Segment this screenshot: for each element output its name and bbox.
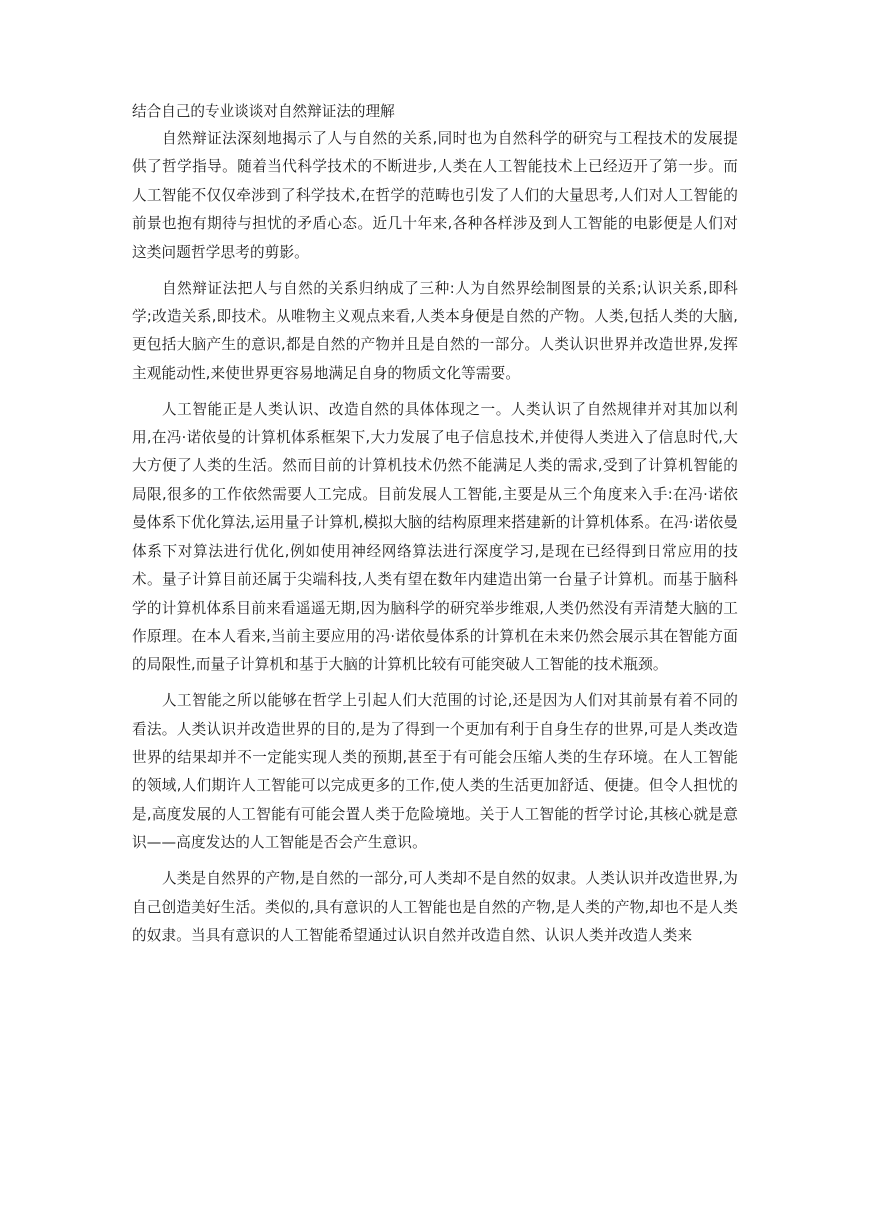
paragraph-1: 自然辩证法深刻地揭示了人与自然的关系,同时也为自然科学的研究与工程技术的发展提供了哲学指导。随着当代科学技术的不断进步,人类在人工智能技术上已经迈开了第一步。而人工智能不仅仅牵涉到了科学技术,在哲学的范畴也引发了人们的大量思考,人们对人工智能的前景也抱有期待与担忧的矛盾心态。近几十年来,各种各样涉及到人工智能的电影便是人们对这类问题哲学思考的剪影。 [132,130,738,261]
paragraph-3: 人工智能正是人类认识、改造自然的具体体现之一。人类认识了自然规律并对其加以利用,在冯·诺依曼的计算机体系框架下,大力发展了电子信息技术,并使得人类进入了信息时代,大大方便了人类的生活。然而目前的计算机技术仍然不能满足人类的需求,受到了计算机智能的局限,很多的工作依然需要人工完成。目前发展人工智能,主要是从三个角度来入手:在冯·诺依曼体系下优化算法,运用量子计算机,模拟大脑的结构原理来搭建新的计算机体系。在冯·诺依曼体系下对算法进行优化,例如使用神经网络算法进行深度学习,是现在已经得到日常应用的技术。量子计算目前还属于尖端科技,人类有望在数年内建造出第一台量子计算机。而基于脑科学的计算机体系目前来看遥遥无期,因为脑科学的研究举步维艰,人类仍然没有弄清楚大脑的工作原理。在本人看来,当前主要应用的冯·诺依曼体系的计算机在未来仍然会展示其在智能方面的局限性,而量子计算机和基于大脑的计算机比较有可能突破人工智能的技术瓶颈。 [132,400,738,674]
document-title: 结合自己的专业谈谈对自然辩证法的理解 [132,103,395,120]
paragraph-4: 人工智能之所以能够在哲学上引起人们大范围的讨论,还是因为人们对其前景有着不同的看法。人类认识并改造世界的目的,是为了得到一个更加有利于自身生存的世界,可是人类改造世界的结果却并不一定能实现人类的预期,甚至于有可能会压缩人类的生存环境。在人工智能的领域,人们期许人工智能可以完成更多的工作,使人类的生活更加舒适、便捷。但令人担忧的是,高度发展的人工智能有可能会置人类于危险境地。关于人工智能的哲学讨论,其核心就是意识——高度发达的人工智能是否会产生意识。 [132,692,738,852]
paragraph-2: 自然辩证法把人与自然的关系归纳成了三种:人为自然界绘制图景的关系;认识关系,即科学;改造关系,即技术。从唯物主义观点来看,人类本身便是自然的产物。人类,包括人类的大脑,更包括大脑产生的意识,都是自然的产物并且是自然的一部分。人类认识世界并改造世界,发挥主观能动性,来使世界更容易地满足自身的物质文化等需要。 [132,279,738,382]
document-body [132,99,738,950]
paragraph-5: 人类是自然界的产物,是自然的一部分,可人类却不是自然的奴隶。人类认识并改造世界,为自己创造美好生活。类似的,具有意识的人工智能也是自然的产物,是人类的产物,却也不是人类的奴隶。当具有意识的人工智能希望通过认识自然并改造自然、认识人类并改造人类来 [132,870,738,944]
